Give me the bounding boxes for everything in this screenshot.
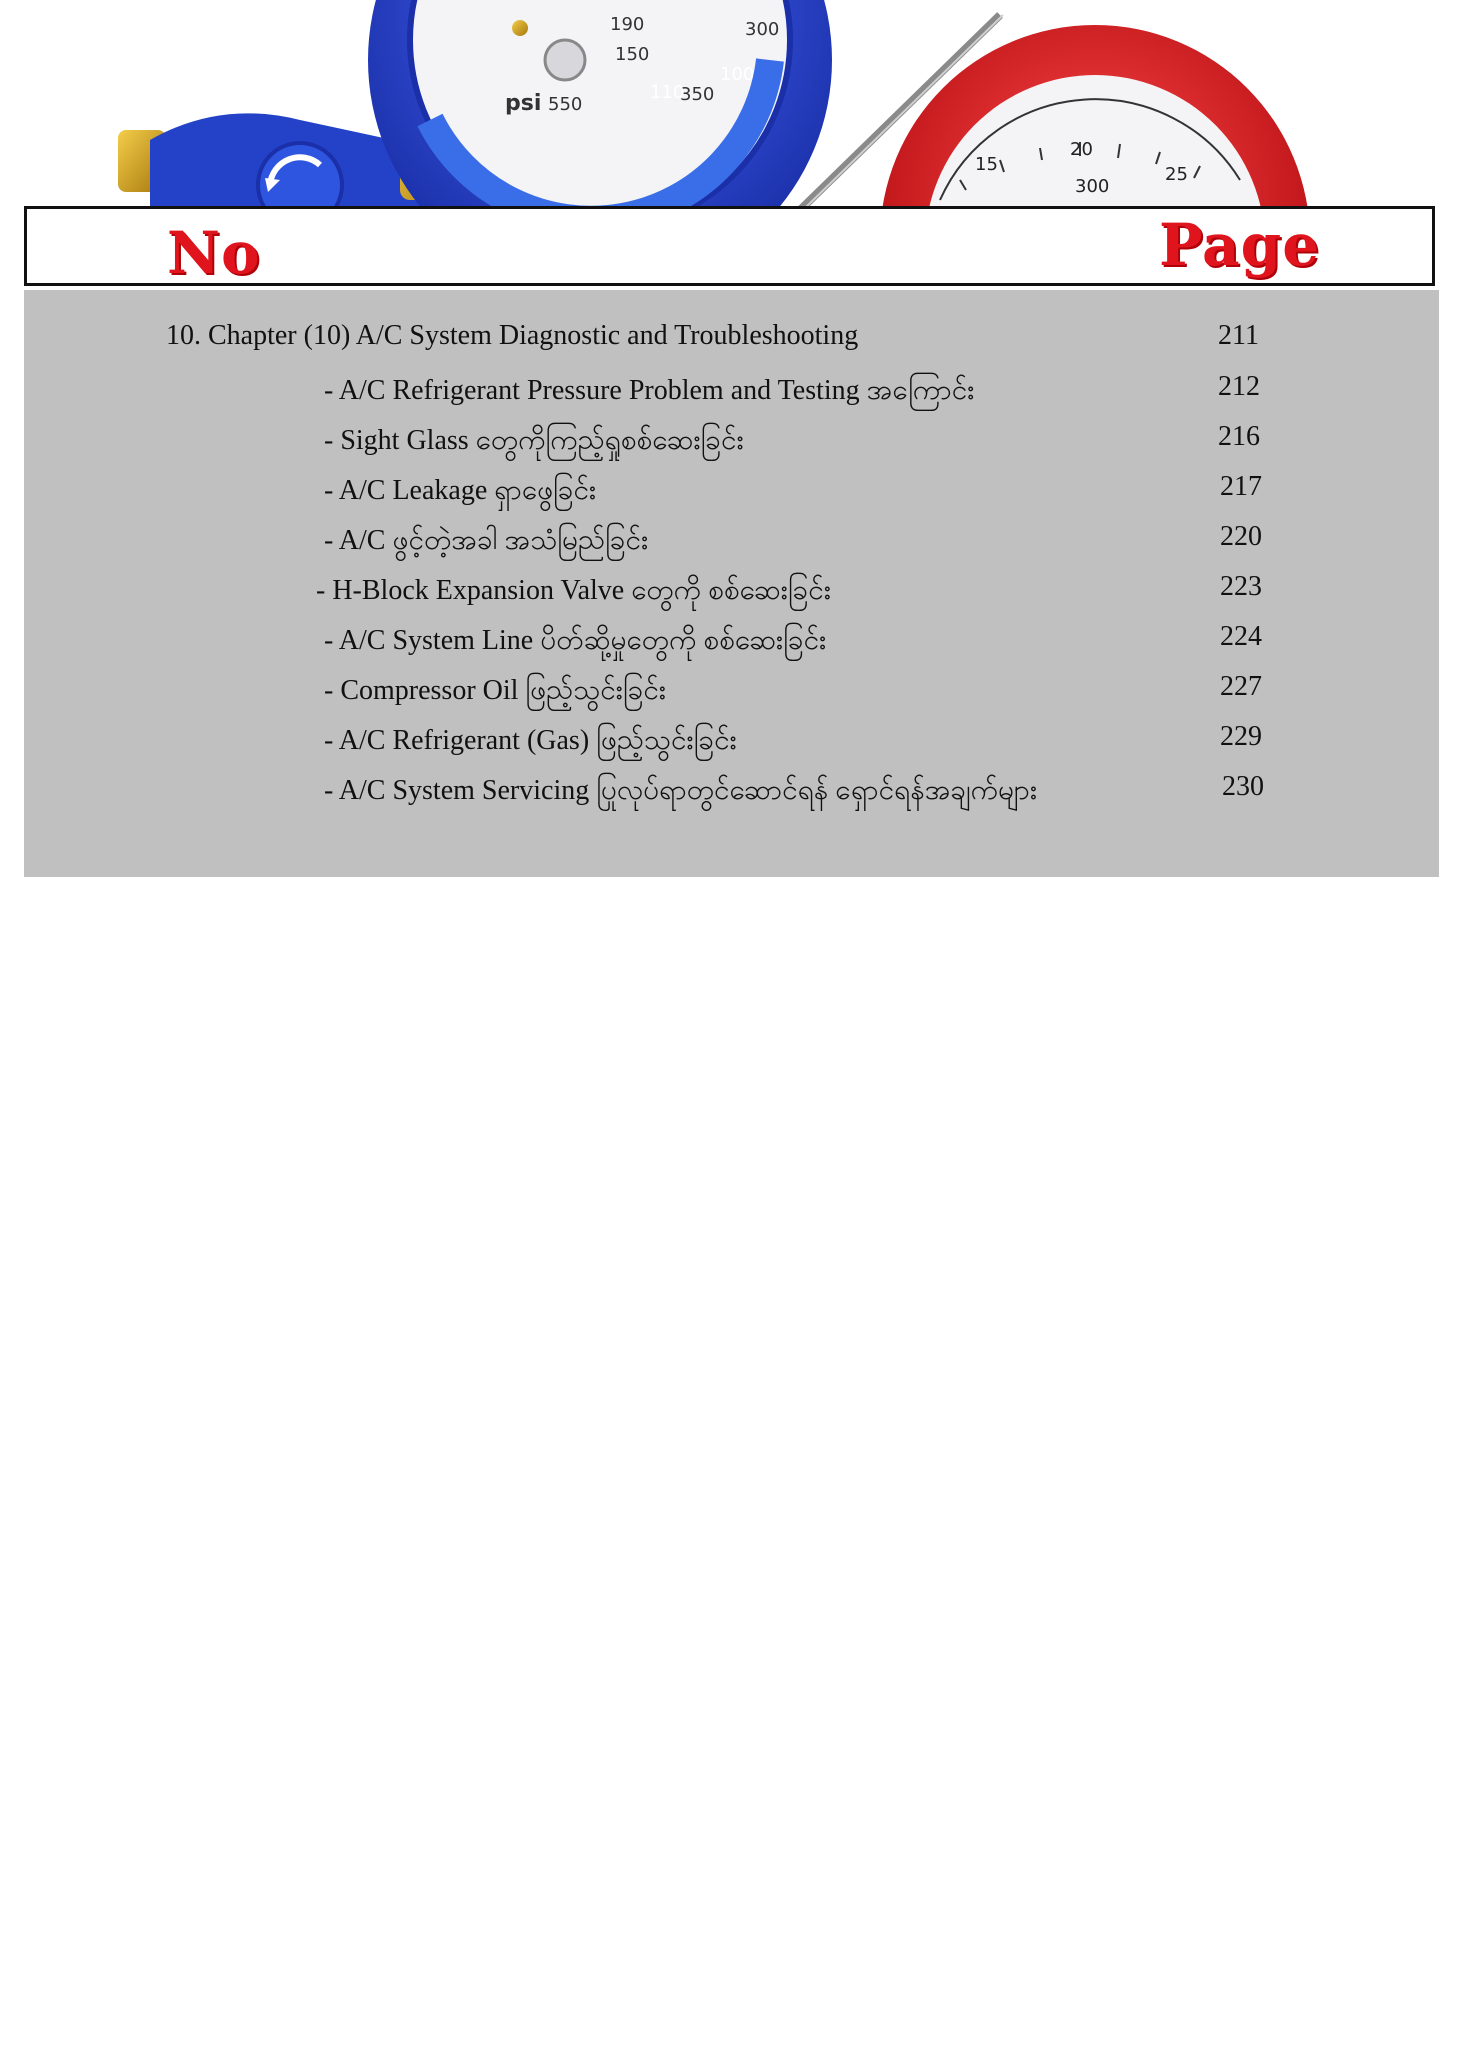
manifold-gauge-illustration xyxy=(0,0,1463,210)
toc-item[interactable] xyxy=(324,371,1424,411)
toc-panel xyxy=(24,290,1439,877)
header-page-label: Page xyxy=(1159,211,1321,279)
svg-text:20: 20 xyxy=(1070,139,1093,160)
svg-text:15: 15 xyxy=(975,154,998,175)
header-no-label: No xyxy=(167,219,261,287)
toc-item-page: 229 xyxy=(1220,721,1262,752)
svg-text:190: 190 xyxy=(610,14,645,35)
toc-item-label: - A/C System Line ပိတ်ဆို့မှုတွေကို စစ်ဆေးခြင်း xyxy=(324,625,827,656)
toc-item-label: - Compressor Oil ဖြည့်သွင်းခြင်း xyxy=(324,675,667,706)
svg-text:100: 100 xyxy=(720,64,755,85)
svg-text:110: 110 xyxy=(650,82,685,103)
svg-text:300: 300 xyxy=(745,19,780,40)
toc-chapter-row[interactable] xyxy=(166,320,1463,360)
svg-text:300: 300 xyxy=(1075,176,1110,197)
toc-item[interactable] xyxy=(324,771,1424,811)
toc-item[interactable] xyxy=(324,471,1424,511)
toc-item-page: 216 xyxy=(1218,421,1260,452)
toc-item-page: 220 xyxy=(1220,521,1262,552)
toc-item[interactable] xyxy=(316,571,1416,611)
banner-image xyxy=(0,0,1463,210)
svg-text:550: 550 xyxy=(548,94,583,115)
toc-item[interactable] xyxy=(324,721,1424,761)
toc-chapter-label: 10. Chapter (10) A/C System Diagnostic and Troubleshooting xyxy=(166,320,859,351)
svg-text:25: 25 xyxy=(1165,164,1188,185)
toc-item-page: 224 xyxy=(1220,621,1262,652)
toc-item-page: 212 xyxy=(1218,371,1260,402)
toc-item[interactable] xyxy=(324,521,1424,561)
toc-item-label: - A/C Refrigerant (Gas) ဖြည့်သွင်းခြင်း xyxy=(324,725,737,756)
toc-item[interactable] xyxy=(324,621,1424,661)
svg-text:150: 150 xyxy=(615,44,650,65)
toc-item-label: - Sight Glass တွေကိုကြည့်ရှုစစ်ဆေးခြင်း xyxy=(324,425,744,456)
toc-header-bar xyxy=(24,206,1435,286)
toc-chapter-page: 211 xyxy=(1218,320,1259,351)
toc-item-page: 223 xyxy=(1220,571,1262,602)
toc-item-page: 230 xyxy=(1222,771,1264,802)
toc-item-label: - A/C System Servicing ပြုလုပ်ရာတွင်ဆောင်ရန် ရှောင်ရန်အချက်များ xyxy=(324,775,1038,806)
toc-item[interactable] xyxy=(324,671,1424,711)
toc-item-label: - A/C Refrigerant Pressure Problem and Testing အကြောင်း xyxy=(324,375,975,406)
toc-item-label: - H-Block Expansion Valve တွေကို စစ်ဆေးခြင်း xyxy=(316,575,831,606)
svg-text:psi: psi xyxy=(505,91,542,116)
toc-item-page: 227 xyxy=(1220,671,1262,702)
svg-text:350: 350 xyxy=(680,84,715,105)
toc-item-label: - A/C ဖွင့်တဲ့အခါ အသံမြည်ခြင်း xyxy=(324,525,649,556)
toc-item[interactable] xyxy=(324,421,1424,461)
toc-item-label: - A/C Leakage ရှာဖွေခြင်း xyxy=(324,475,597,506)
toc-item-page: 217 xyxy=(1220,471,1262,502)
